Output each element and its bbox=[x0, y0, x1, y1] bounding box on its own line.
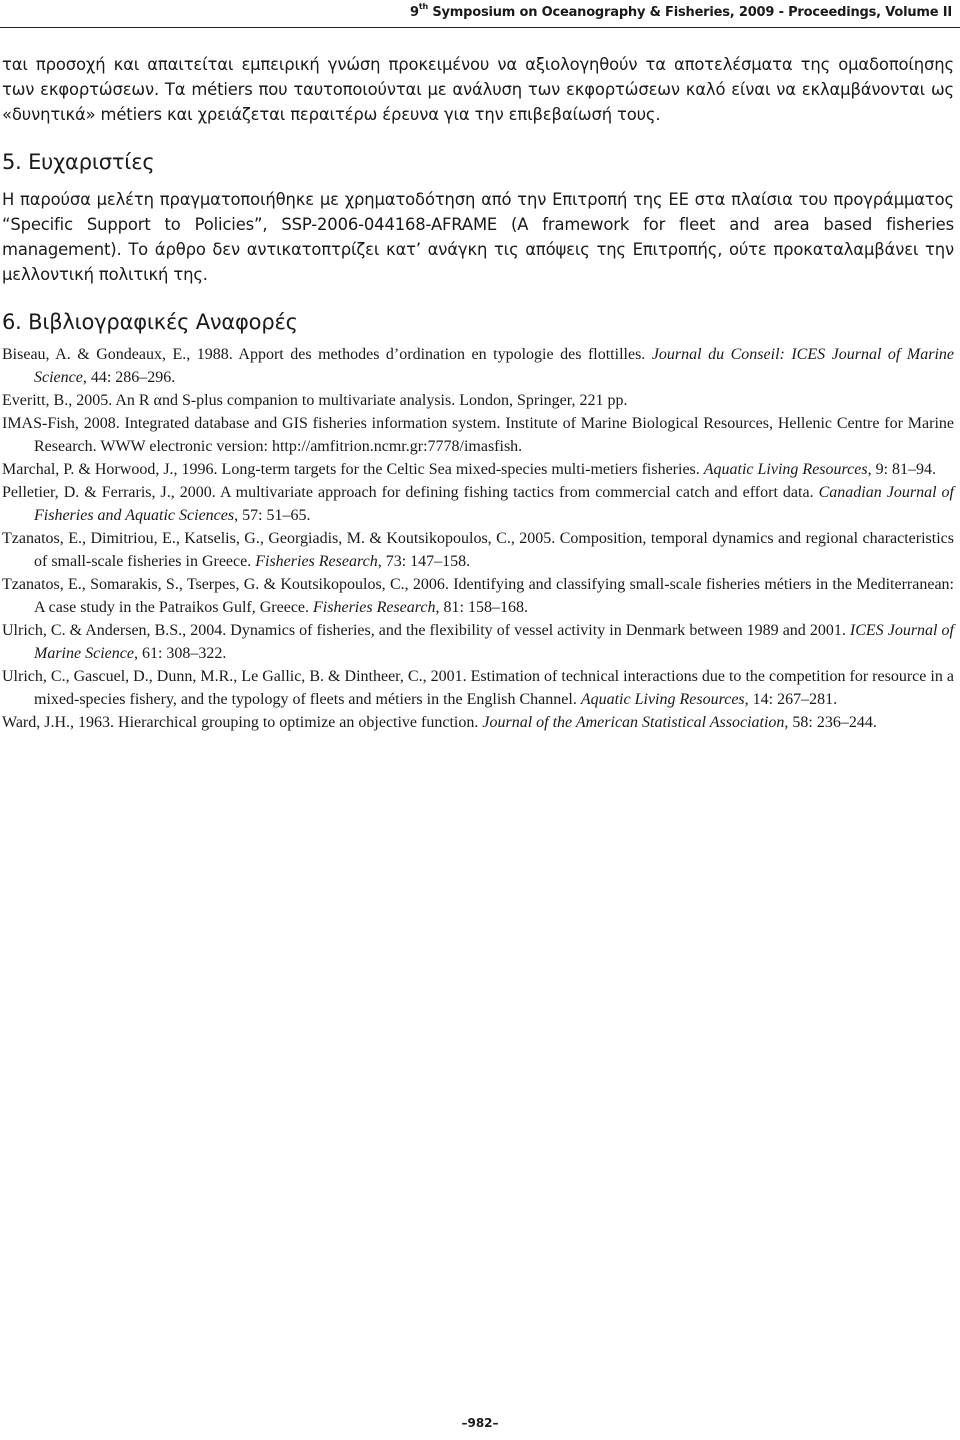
reference-journal: Journal du Conseil: ICES Journal of Marine Science bbox=[34, 346, 954, 386]
reference-list bbox=[2, 343, 954, 734]
reference-text: Ulrich, C., Gascuel, D., Dunn, M.R., Le Gallic, B. & Dintheer, C., 2001. Estimation of technical interactions due to the competition for resource in a mixed-species fishery, and the typology of fleets and métiers in the English Channel. bbox=[2, 668, 954, 708]
reference-volume-pages: , 61: 308–322. bbox=[133, 645, 227, 662]
header-edition-number: 9 bbox=[410, 5, 419, 20]
running-header bbox=[0, 0, 952, 27]
page-number: –982– bbox=[461, 1416, 499, 1430]
header-title: Symposium on Oceanography & Fisheries, 2009 - Proceedings, Volume II bbox=[428, 5, 952, 20]
reference-item bbox=[2, 573, 954, 619]
acknowledgements-heading: 5. Ευχαριστίες bbox=[2, 150, 155, 174]
reference-volume-pages: , 58: 236–244. bbox=[784, 714, 877, 731]
reference-item bbox=[2, 481, 954, 527]
references-heading: 6. Βιβλιογραφικές Αναφορές bbox=[2, 310, 298, 334]
reference-item bbox=[2, 711, 954, 734]
reference-text: Marchal, P. & Horwood, J., 1996. Long-term targets for the Celtic Sea mixed-species multi-metiers fisheries. bbox=[2, 461, 704, 478]
reference-text: Tzanatos, E., Dimitriou, E., Katselis, G., Georgiadis, M. & Koutsikopoulos, C., 2005. Composition, temporal dynamics and regional characteristics of small-scale fisheries in Greece. bbox=[2, 530, 954, 570]
reference-journal: Canadian Journal of Fisheries and Aquatic Sciences bbox=[34, 484, 955, 524]
reference-text: Biseau, A. & Gondeaux, E., 1988. Apport des methodes d’ordination en typologie des flottilles. bbox=[2, 346, 652, 363]
reference-volume-pages: , 14: 267–281. bbox=[744, 691, 838, 708]
reference-item bbox=[2, 665, 954, 711]
reference-text: IMAS-Fish, 2008. Integrated database and GIS fisheries information system. Institute of Marine Biological Resources, Hellenic Centre for Marine Research. WWW electronic version: http://amfitrion.ncmr.gr:7778/imasfish. bbox=[2, 415, 954, 455]
reference-volume-pages: , 44: 286–296. bbox=[82, 369, 176, 386]
reference-text: Pelletier, D. & Ferraris, J., 2000. A multivariate approach for defining fishing tactics from commercial catch and effort data. bbox=[2, 484, 819, 501]
reference-item bbox=[2, 619, 954, 665]
page-content bbox=[2, 52, 954, 734]
acknowledgements-paragraph: Η παρούσα μελέτη πραγματοποιήθηκε με χρηματοδότηση από την Επιτροπή της ΕΕ στα πλαίσια του προγράμματος “Specific Support to Policies”, SSP-2006-044168-AFRAME (A framework for fleet and area based fisheries management). Το άρθρο δεν αντικατοπτρίζει κατ’ ανάγκη τις απόψεις της Επιτροπής, ούτε προκαταλαμβάνει την μελλοντική πολιτική της. bbox=[2, 190, 954, 284]
reference-volume-pages: , 9: 81–94. bbox=[867, 461, 937, 478]
reference-item bbox=[2, 412, 954, 458]
reference-item bbox=[2, 389, 954, 412]
reference-journal: Fisheries Research bbox=[255, 553, 378, 570]
reference-journal: Fisheries Research bbox=[313, 599, 436, 616]
reference-volume-pages: , 81: 158–168. bbox=[435, 599, 528, 616]
header-ordinal-suffix: th bbox=[418, 2, 429, 11]
reference-item bbox=[2, 527, 954, 573]
reference-journal: ICES Journal of Marine Science bbox=[34, 622, 954, 662]
header-divider bbox=[0, 27, 960, 28]
reference-volume-pages: , 73: 147–158. bbox=[377, 553, 471, 570]
reference-text: Ward, J.H., 1963. Hierarchical grouping to optimize an objective function. bbox=[2, 714, 483, 731]
reference-text: Ulrich, C. & Andersen, B.S., 2004. Dynamics of fisheries, and the flexibility of vessel activity in Denmark between 1989 and 2001. bbox=[2, 622, 850, 639]
reference-journal: Aquatic Living Resources bbox=[703, 461, 868, 478]
intro-paragraph: ται προσοχή και απαιτείται εμπειρική γνώση προκειμένου να αξιολογηθούν τα αποτελέσματα της ομαδοποίησης των εκφορτώσεων. Τα métiers που ταυτοποιούνται με ανάλυση των εκφορτώσεων καλό είναι να εκλαμβάνονται ως «δυνητικά» métiers και χρειάζεται περαιτέρω έρευνα για την επιβεβαίωσή τους. bbox=[2, 55, 954, 124]
reference-item bbox=[2, 458, 954, 481]
reference-text: Tzanatos, E., Somarakis, S., Tserpes, G. & Koutsikopoulos, C., 2006. Identifying and classifying small-scale fisheries métiers in the Mediterranean: A case study in the Patraikos Gulf, Greece. bbox=[2, 576, 954, 616]
reference-journal: Aquatic Living Resources bbox=[580, 691, 745, 708]
reference-item bbox=[2, 343, 954, 389]
reference-journal: Journal of the American Statistical Association bbox=[482, 714, 785, 731]
reference-text: Everitt, B., 2005. An R αnd S-plus companion to multivariate analysis. London, Springer, 221 pp. bbox=[2, 392, 628, 409]
reference-volume-pages: , 57: 51–65. bbox=[234, 507, 311, 524]
